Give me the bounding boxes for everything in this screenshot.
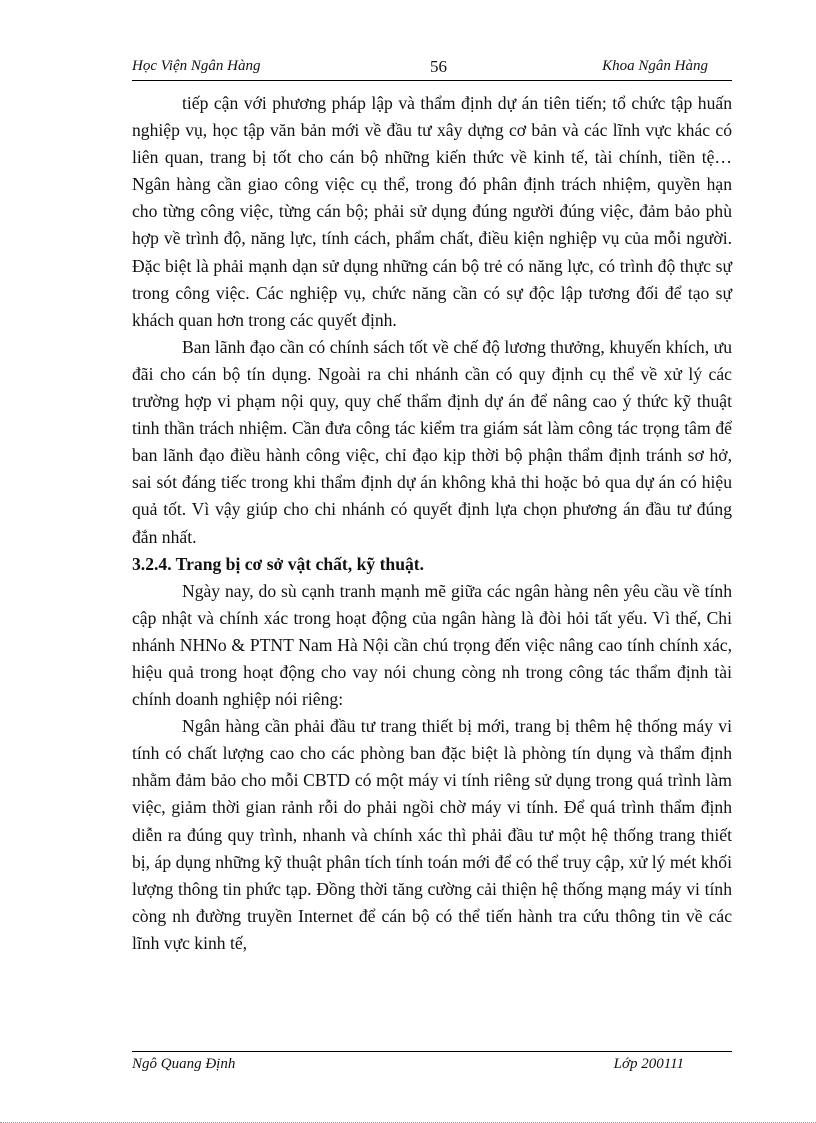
footer-class: Lớp 200111 [613,1056,684,1072]
paragraph-competition: Ngày nay, do sù cạnh tranh mạnh mẽ giữa các ngân hàng nên yêu cầu về tính cập nhật và chính xác trong hoạt động của ngân hàng là đòi hỏi tất yếu. Vì thế, Chi nhánh NHNo & PTNT Nam Hà Nội cần chú trọng đến việc nâng cao tính chính xác, hiệu quả trong hoạt động cho vay nói chung còng nh trong công tác thẩm định tài chính doanh nghiệp nói riêng: [132,580,732,710]
header-institution: Học Viện Ngân Hàng [132,58,261,74]
page-number: 56 [430,57,447,76]
section-heading: 3.2.4. Trang bị cơ sở vật chất, kỹ thuật. [132,553,425,574]
page-footer [132,1051,732,1072]
header-faculty: Khoa Ngân Hàng [602,58,708,74]
footer-author: Ngô Quang Định [132,1056,236,1072]
page-header [132,58,732,81]
paragraph-leadership-policy: Ban lãnh đạo cần có chính sách tốt về chế độ lương thưởng, khuyến khích, ưu đãi cho cán bộ tín dụng. Ngoài ra chi nhánh cần có quy định cụ thể về xử lý các trường hợp vi phạm nội quy, quy chế thẩm định dự án để nâng cao ý thức kỹ thuật tinh thần trách nhiệm. Cần đưa công tác kiểm tra giám sát làm công tác trọng tâm để ban lãnh đạo điều hành công việc, chỉ đạo kịp thời bộ phận thẩm định tránh sơ hở, sai sót đáng tiếc trong khi thẩm định dự án không khả thi hoặc bỏ qua dự án có hiệu quả tốt. Vì vậy giúp cho chi nhánh có quyết định lựa chọn phương án đầu tư đúng đắn nhất. [132,336,732,547]
paragraph-staff-training: tiếp cận với phương pháp lập và thẩm định dự án tiên tiến; tổ chức tập huấn nghiệp vụ, học tập văn bản mới về đầu tư xây dựng cơ bản và các lĩnh vực khác có liên quan, trang bị tốt cho cán bộ những kiến thức về kinh tế, tài chính, tiền tệ… Ngân hàng cần giao công việc cụ thể, trong đó phân định trách nhiệm, quyền hạn cho từng công việc, từng cán bộ; phải sử dụng đúng người đúng việc, đảm bảo phù hợp về trình độ, năng lực, tính cách, phẩm chất, điều kiện nghiệp vụ của mỗi người. Đặc biệt là phải mạnh dạn sử dụng những cán bộ trẻ có năng lực, có trình độ thực sự trong công việc. Các nghiệp vụ, chức năng cần có sự độc lập tương đối để tạo sự khách quan hơn trong các quyết định. [132,93,732,330]
paragraph-equipment: Ngân hàng cần phải đầu tư trang thiết bị mới, trang bị thêm hệ thống máy vi tính có chất lượng cao cho các phòng ban đặc biệt là phòng tín dụng và thẩm định nhằm đảm bảo cho mỗi CBTD có một máy vi tính riêng sử dụng trong quá trình làm việc, giảm thời gian rảnh rỗi do phải ngồi chờ máy vi tính. Để quá trình thẩm định diễn ra đúng quy trình, nhanh và chính xác thì phải đầu tư một hệ thống trang thiết bị, áp dụng những kỹ thuật phân tích tính toán mới để có thể truy cập, xử lý mét khối lượng thông tin phức tạp. Đồng thời tăng cường cải thiện hệ thống mạng máy vi tính còng nh đường truyền Internet để cán bộ có thể tiến hành tra cứu thông tin về các lĩnh vực kinh tế, [132,716,732,953]
document-body [132,90,732,957]
